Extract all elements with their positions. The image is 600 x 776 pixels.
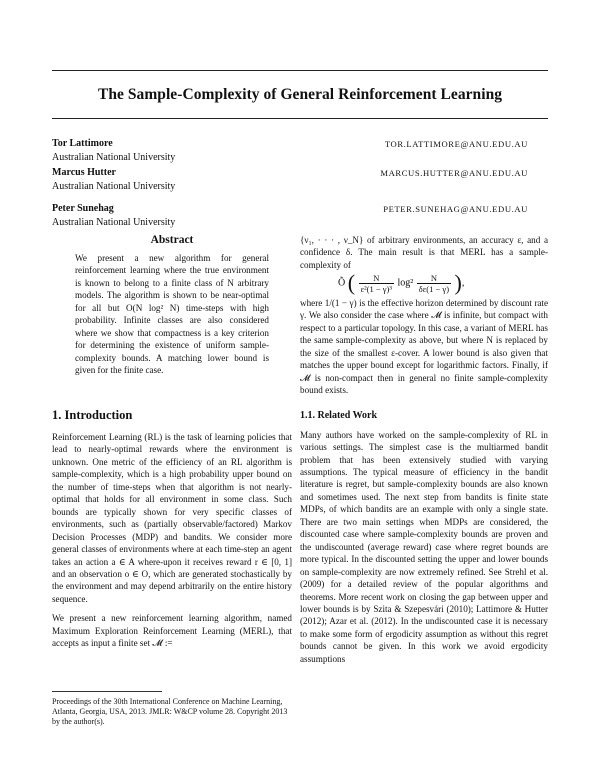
footnote-rule	[52, 691, 162, 692]
introduction-paragraph-2: We present a new reinforcement learning algorithm, named Maximum Exploration Reinforcement Learning (MERL), that accepts as input a finite set 𝓜 :=	[52, 613, 292, 649]
author-affiliation: Australian National University	[52, 217, 176, 228]
author-block-1	[52, 138, 548, 166]
author-email: TOR.LATTIMORE@ANU.EDU.AU	[384, 139, 528, 149]
formula-log: log²	[397, 277, 414, 289]
author-block-2	[52, 167, 548, 195]
introduction-section	[52, 408, 292, 650]
abstract-heading: Abstract	[150, 234, 194, 246]
formula-numerator-2: N	[417, 273, 451, 284]
related-work-paragraph: Many authors have worked on the sample-complexity of RL in various settings. The simplest case is the multiarmed bandit problem that has been extensively studied with varying assumptions. The typical measure of efficiency in the bandit literature is regret, but sample-complexity bounds are also known and sometimes used. The next step from bandits is finite state MDPs, of which bandits are an example with only a single state. There are two main settings when MDPs are considered, the discounted case where sample-complexity bounds are proven and the undiscounted (average reward) case where regret bounds are more typical. In the discounted setting the upper and lower bounds on sample-complexity are now extremely refined. See Strehl et al. (2009) for a detailed review of the popular algorithms and theorems. More recent work on closing the gap between upper and lower bounds is by Szita & Szepesvári (2010); Lattimore & Hutter (2012); Azar et al. (2012). In the undiscounted case it is necessary to make some form of ergodicity assumption as without this regret bounds cannot be given. In this work we avoid ergodicity assumptions	[300, 429, 548, 664]
results-paragraph: where 1/(1 − γ) is the effective horizon determined by discount rate γ. We also consider the case where 𝓜 is infinite, but compact with respect to a particular topology. In this case, a variant of MERL has the same sample-complexity as above, but where N is replaced by the size of the smallest ε-cover. A lower bound is also given that matches the upper bound except for logarithmic factors. Finally, if 𝓜 is non-compact then in general no finite sample-complexity bound exists.	[300, 298, 548, 396]
formula-denominator-1: ε²(1 − γ)³	[360, 283, 392, 294]
author-affiliation: Australian National University	[52, 181, 176, 192]
author-block-3	[52, 203, 548, 231]
title-rule-bottom	[52, 118, 548, 119]
author-name: Marcus Hutter	[52, 167, 116, 178]
formula-denominator-2: δε(1 − γ)	[418, 283, 450, 294]
formula-o-tilde: Õ	[338, 277, 346, 289]
right-column	[300, 234, 548, 271]
formula-fraction-1	[359, 273, 394, 294]
introduction-paragraph-1: Reinforcement Learning (RL) is the task of learning policies that lead to nearly-optimal rewards where the environment is unknown. One metric of the efficiency of an RL algorithm is sample-complexity, which is a high probability upper bound on the number of time-steps when that algorithm is not nearly-optimal that holds for all environment in some class. Such bounds are typically shown for very specific classes of environments, such as (partially observable/factored) Markov Decision Processes (MDP) and bandits. We consider more general classes of environments where at each time-step an agent takes an action a ∈ A where-upon it receives reward r ∈ [0, 1] and an observation o ∈ O, which are generated stochastically by the environment and may depend arbitrarily on the entire history sequence.	[52, 432, 292, 604]
footnote: Proceedings of the 30th International Conference on Machine Learning, Atlanta, Georgia, USA, 2013. JMLR: W&CP volume 28. Copyright 2013 by the author(s).	[52, 697, 288, 727]
author-email: PETER.SUNEHAG@ANU.EDU.AU	[383, 204, 528, 214]
abstract-text: We present a new algorithm for general reinforcement learning where the true environment is known to belong to a finite class of N arbitrary models. The algorithm is shown to be near-optimal for all but O(N log² N) time-steps with high probability. Infinite classes are also considered where we show that compactness is a key criterion for determining the existence of uniform sample-complexity bounds. A matching lower bound is given for the finite case.	[75, 253, 269, 376]
main-result-paragraph: {ν₁, · · · , ν_N} of arbitrary environments, an accuracy ε, and a confidence δ. The main result is that MERL has a sample-complexity of	[300, 235, 548, 270]
author-affiliation: Australian National University	[52, 152, 176, 163]
author-name: Peter Sunehag	[52, 203, 114, 214]
paper-title: The Sample-Complexity of General Reinforcement Learning	[97, 86, 503, 103]
title-rule-top	[52, 70, 548, 71]
related-work-heading: 1.1. Related Work	[300, 409, 378, 421]
formula-fraction-2	[417, 273, 451, 294]
formula-numerator-1: N	[359, 273, 394, 284]
abstract-section	[75, 234, 269, 377]
sample-complexity-formula: Õ ( $\frac{N}{\text{ε²(1 − γ)³}}$ log² $\frac{N}{\delta\varepsilon(1 - \gamma)}$ ),	[338, 270, 465, 295]
author-name: Tor Lattimore	[52, 138, 113, 149]
author-email: MARCUS.HUTTER@ANU.EDU.AU	[380, 168, 528, 178]
right-column-continued	[300, 297, 548, 665]
introduction-heading: 1. Introduction	[52, 408, 133, 422]
